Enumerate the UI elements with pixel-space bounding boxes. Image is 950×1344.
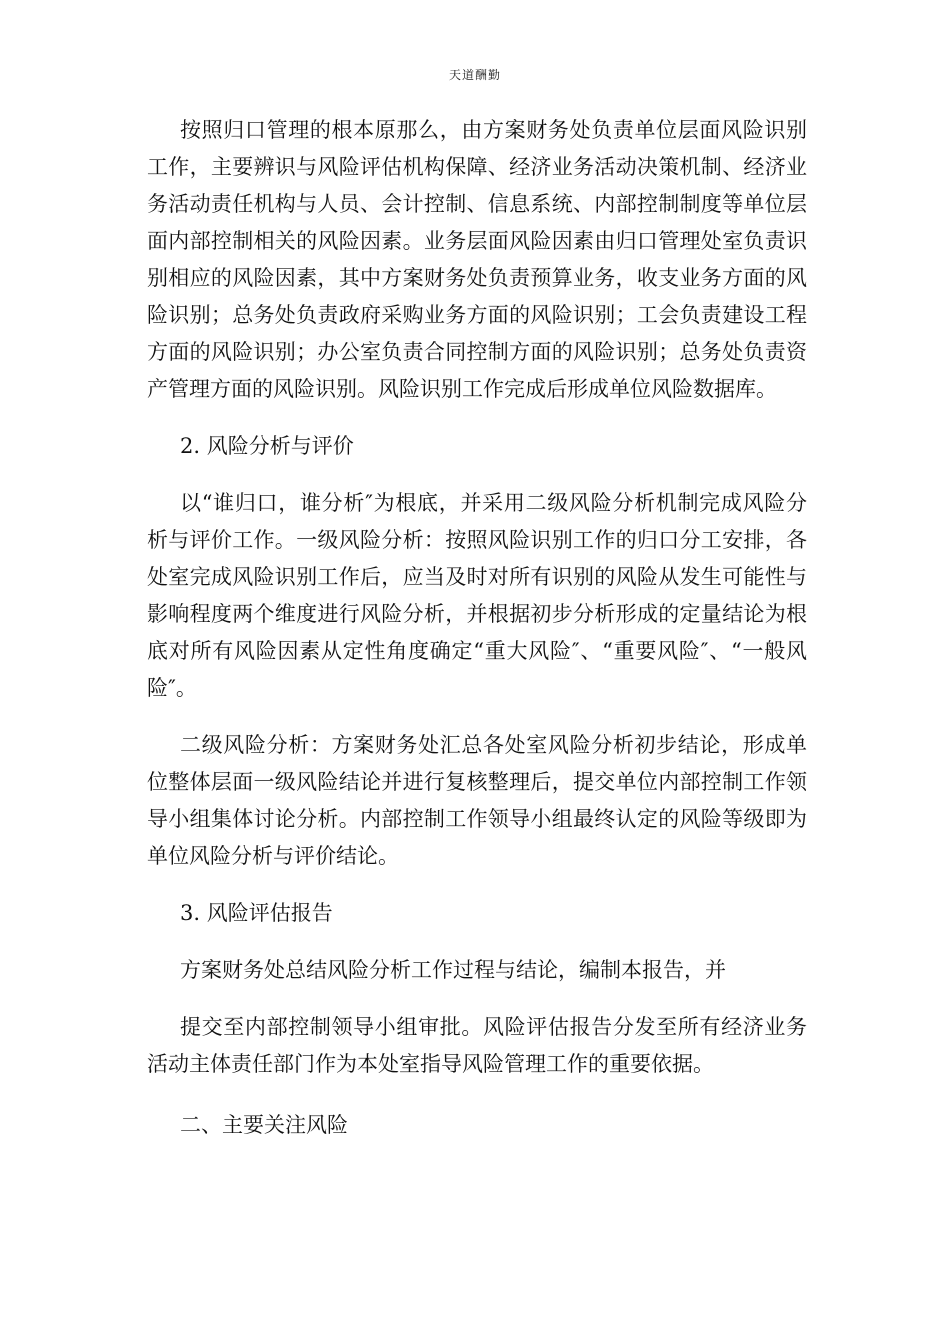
- heading-main-risks: 二、主要关注风险: [180, 1113, 348, 1137]
- paragraph-report-summary: 方案财务处总结风险分析工作过程与结论，编制本报告，并: [180, 958, 726, 982]
- paragraph-report-approval: 提交至内部控制领导小组审批。风险评估报告分发至所有经济业务活动主体责任部门作为本处室指导风险管理工作的重要依据。: [147, 1015, 807, 1076]
- paragraph-second-level-analysis: 二级风险分析：方案财务处汇总各处室风险分析初步结论，形成单位整体层面一级风险结论并进行复核整理后，提交单位内部控制工作领导小组集体讨论分析。内部控制工作领导小组最终认定的风险等级即为单位风险分析与评价结论。: [147, 733, 807, 868]
- heading-risk-assessment-report: 3. 风险评估报告: [180, 901, 333, 925]
- heading-risk-analysis: 2. 风险分析与评价: [180, 434, 354, 458]
- document-body: [147, 112, 807, 1144]
- page-header: 天道酬勤: [448, 68, 501, 82]
- paragraph-first-level-analysis: 以“谁归口，谁分析″为根底，并采用二级风险分析机制完成风险分析与评价工作。一级风险分析：按照风险识别工作的归口分工安排，各处室完成风险识别工作后，应当及时对所有识别的风险从发生可能性与影响程度两个维度进行风险分析，并根据初步分析形成的定量结论为根底对所有风险因素从定性角度确定“重大风险″、“重要风险″、“一般风险″。: [147, 491, 807, 700]
- paragraph-risk-identification: 按照归口管理的根本原那么，由方案财务处负责单位层面风险识别工作，主要辨识与风险评估机构保障、经济业务活动决策机制、经济业务活动责任机构与人员、会计控制、信息系统、内部控制制度等单位层面内部控制相关的风险因素。业务层面风险因素由归口管理处室负责识别相应的风险因素，其中方案财务处负责预算业务，收支业务方面的风险识别；总务处负责政府采购业务方面的风险识别；工会负责建设工程方面的风险识别；办公室负责合同控制方面的风险识别；总务处负责资产管理方面的风险识别。风险识别工作完成后形成单位风险数据库。: [147, 118, 807, 401]
